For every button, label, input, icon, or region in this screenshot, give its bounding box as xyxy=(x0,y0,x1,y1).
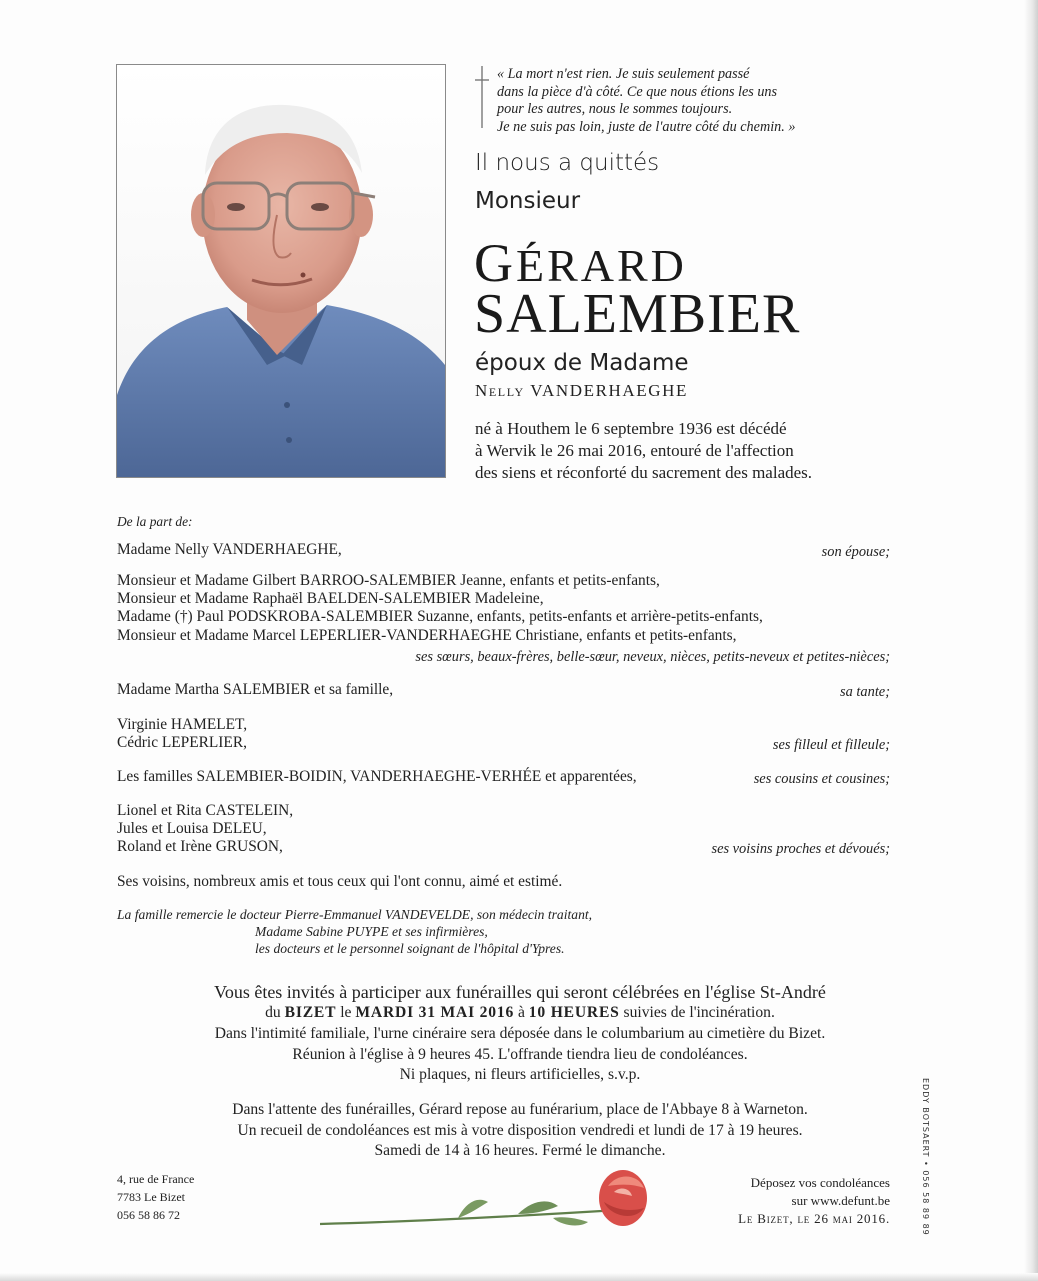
relation-aunt: sa tante; xyxy=(840,684,890,700)
funeral-home-address xyxy=(117,1170,194,1224)
scan-edge-bottom xyxy=(0,1273,1038,1281)
family-child: Monsieur et Madame Marcel LEPERLIER-VANDERHAEGHE Christiane, enfants et petits-enfants, xyxy=(117,627,737,644)
thanks-line: Madame Sabine PUYPE et ses infirmières, xyxy=(255,924,488,939)
birth-line: à Wervik le 26 mai 2016, entouré de l'affection xyxy=(475,441,794,460)
family-godchild: Virginie HAMELET, xyxy=(117,716,248,733)
funeral-line: Ni plaques, ni fleurs artificielles, s.v.p. xyxy=(399,1066,641,1083)
funeral-date-line xyxy=(100,1004,940,1022)
funeral-line: Vous êtes invités à participer aux funérailles qui seront célébrées en l'église St-André xyxy=(214,982,826,1002)
quote-line: « La mort n'est rien. Je suis seulement passé xyxy=(497,66,750,82)
quote-block xyxy=(497,66,897,136)
relation-godchildren: ses filleul et filleule; xyxy=(772,737,890,753)
thanks-line: les docteurs et le personnel soignant de l'hôpital d'Ypres. xyxy=(255,941,565,956)
wake-line: Un recueil de condoléances est mis à votre disposition vendredi et lundi de 17 à 19 heures. xyxy=(237,1122,803,1139)
printer-credit: EDDY BOTSAERT • 056 58 89 89 xyxy=(921,1078,930,1236)
family-child: Monsieur et Madame Raphaël BAELDEN-SALEMBIER Madeleine, xyxy=(117,590,544,607)
birth-line: des siens et réconforté du sacrement des malades. xyxy=(475,463,813,482)
thanks-line: La famille remercie le docteur Pierre-Emmanuel VANDEVELDE, son médecin traitant, xyxy=(117,907,593,922)
scan-edge-right xyxy=(1024,0,1038,1281)
funeral-line: Dans l'intimité familiale, l'urne cinéraire sera déposée dans le columbarium au cimetière du Bizet. xyxy=(214,1025,826,1042)
family-aunt: Madame Martha SALEMBIER et sa famille, xyxy=(117,681,394,698)
family-child: Madame (†) Paul PODSKROBA-SALEMBIER Suzanne, enfants, petits-enfants et arrière-petits-enfants, xyxy=(117,608,763,625)
condolences-link[interactable]: sur www.defunt.be xyxy=(791,1193,890,1208)
condolences-line: Déposez vos condoléances xyxy=(750,1175,890,1190)
family-neighbour: Lionel et Rita CASTELEIN, xyxy=(117,802,294,819)
wake-line: Dans l'attente des funérailles, Gérard repose au funérarium, place de l'Abbaye 8 à Warneton. xyxy=(232,1101,808,1118)
quote-line: Je ne suis pas loin, juste de l'autre côté du chemin. » xyxy=(497,118,796,135)
funeral-text: à xyxy=(514,1004,529,1021)
place-date: Le Bizet, le 26 mai 2016. xyxy=(738,1211,890,1226)
spouse-name: Nelly VANDERHAEGHE xyxy=(475,381,688,400)
address-line: 7783 Le Bizet xyxy=(117,1190,185,1204)
funeral-date: MARDI 31 MAI 2016 xyxy=(355,1004,515,1021)
address-line: 056 58 86 72 xyxy=(117,1208,180,1222)
address-line: 4, rue de France xyxy=(117,1172,195,1186)
portrait-photo xyxy=(116,64,446,478)
family-neighbour: Jules et Louisa DELEU, xyxy=(117,820,267,837)
quote-line: pour les autres, nous le sommes toujours. xyxy=(497,101,733,118)
thanks-block xyxy=(117,906,592,957)
relation-siblings: ses sœurs, beaux-frères, belle-sœur, neveux, nièces, petits-neveux et petites-nièces; xyxy=(415,649,890,665)
family-cousins: Les familles SALEMBIER-BOIDIN, VANDERHAEGHE-VERHÉE et apparentées, xyxy=(117,768,637,785)
quote-line: dans la pièce d'à côté. Ce que nous étions les uns xyxy=(497,83,778,100)
funeral-line: Réunion à l'église à 9 heures 45. L'offrande tiendra lieu de condoléances. xyxy=(292,1046,748,1063)
funeral-time: 10 HEURES xyxy=(528,1004,620,1021)
funeral-place: BIZET xyxy=(284,1004,337,1021)
relation-neighbours: ses voisins proches et dévoués; xyxy=(711,841,890,857)
rose-icon xyxy=(318,1166,658,1236)
intro-text: Il nous a quittés xyxy=(475,150,660,176)
relation-cousins: ses cousins et cousines; xyxy=(753,771,890,787)
cross-icon xyxy=(472,64,492,130)
last-name: SALEMBIER xyxy=(474,283,801,345)
condolences-info xyxy=(738,1174,890,1228)
first-name-rest: ÉRARD xyxy=(516,240,687,291)
wake-line: Samedi de 14 à 16 heures. Fermé le dimanche. xyxy=(374,1142,666,1159)
spouse-intro: époux de Madame xyxy=(475,350,689,376)
family-godchild: Cédric LEPERLIER, xyxy=(117,734,247,751)
birth-line: né à Houthem le 6 septembre 1936 est décédé xyxy=(475,419,787,438)
funeral-text: du xyxy=(265,1004,285,1021)
family-intro: De la part de: xyxy=(117,514,193,529)
title-text: Monsieur xyxy=(475,188,581,214)
funeral-text: suivies de l'incinération. xyxy=(619,1004,775,1021)
funeral-text: le xyxy=(336,1004,356,1021)
relation-spouse: son épouse; xyxy=(821,544,890,560)
family-spouse: Madame Nelly VANDERHAEGHE, xyxy=(117,541,342,558)
family-friends: Ses voisins, nombreux amis et tous ceux qui l'ont connu, aimé et estimé. xyxy=(117,873,563,890)
birth-death-text xyxy=(475,418,812,484)
first-name-initial: G xyxy=(474,233,516,293)
portrait-illustration xyxy=(117,65,445,477)
family-child: Monsieur et Madame Gilbert BARROO-SALEMBIER Jeanne, enfants et petits-enfants, xyxy=(117,572,660,589)
family-neighbour: Roland et Irène GRUSON, xyxy=(117,838,283,855)
